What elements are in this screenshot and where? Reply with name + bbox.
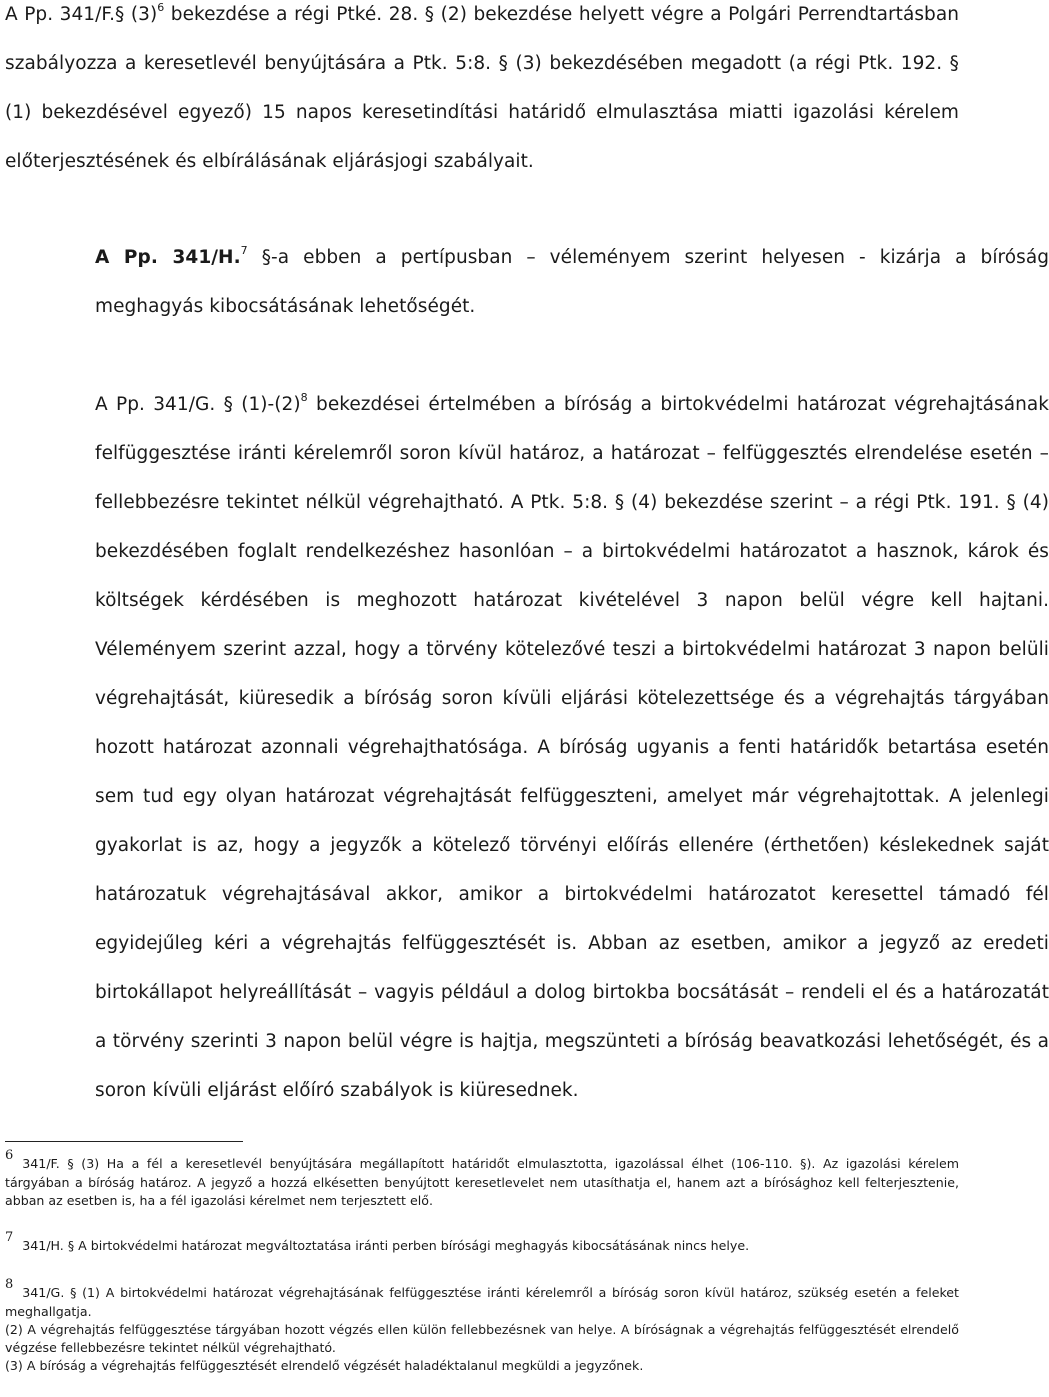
- footnote-paragraph-1: [5, 1277, 959, 1321]
- footnote-paragraph-3: (3) A bíróság a végrehajtás felfüggesztését elrendelő végzését haladéktalanul megküldi a jegyzőnek.: [5, 1358, 644, 1373]
- footnote-8: [5, 1277, 959, 1375]
- footnote-ref-6[interactable]: 6: [157, 0, 165, 14]
- paragraph-lead: A Pp. 341/G. § (1)-(2): [95, 394, 301, 415]
- footnote-text: 341/H. § A birtokvédelmi határozat megváltoztatása iránti perben bírósági meghagyás kibocsátásának nincs helye.: [22, 1238, 750, 1253]
- footnote-mark: 8: [5, 1277, 14, 1292]
- footnote-paragraph-2: (2) A végrehajtás felfüggesztése tárgyában hozott végzés ellen külön fellebbezésnek van helye. A bíróságnak a végrehajtás felfüggesztését elrendelő végzése fellebbezésre tekintet nélkül végrehajtható.: [5, 1322, 959, 1355]
- paragraph-text: bekezdése a régi Ptké. 28. § (2) bekezdése helyett végre a Polgári Perrendtartásban szabályozza a keresetlevél benyújtására a Ptk. 5:8. § (3) bekezdésében megadott (a régi Ptk. 192. § (1) bekezdésével egyező) 15 napos keresetindítási határidő elmulasztása miatti igazolási kérelem előterjesztésének és elbírálásának eljárásjogi szabályait.: [5, 4, 959, 172]
- paragraph-lead: A Pp. 341/F.§ (3): [5, 4, 158, 25]
- footnote-text: 341/G. § (1) A birtokvédelmi határozat végrehajtásának felfüggesztése iránti kérelemről a bíróság soron kívül határoz, szükség esetén a feleket meghallgatja.: [5, 1285, 959, 1319]
- footnote-mark: 6: [5, 1148, 14, 1163]
- footnote-ref-7[interactable]: 7: [240, 243, 248, 257]
- paragraph-pp-341g: [5, 380, 1049, 1115]
- paragraph-lead: A Pp. 341/H.: [95, 247, 241, 268]
- footnote-6: [5, 1148, 959, 1210]
- footnote-mark: 7: [5, 1230, 14, 1245]
- paragraph-text: §-a ebben a pertípusban – véleményem szerint helyesen - kizárja a bíróság meghagyás kibocsátásának lehetőségét.: [95, 247, 1049, 317]
- paragraph-text: bekezdései értelmében a bíróság a birtokvédelmi határozat végrehajtásának felfüggesztése iránti kérelemről soron kívül határoz, a határozat – felfüggesztés elrendelése esetén – fellebbezésre tekintet nélkül végrehajtható. A Ptk. 5:8. § (4) bekezdése szerint – a régi Ptk. 191. § (4) bekezdésében foglalt rendelkezéshez hasonlóan – a birtokvédelmi határozatot a hasznok, károk és költségek kérdésében is meghozott határozat kivételével 3 napon belül végre kell hajtani. Véleményem szerint azzal, hogy a törvény kötelezővé teszi a birtokvédelmi határozat 3 napon belüli végrehajtását, kiüresedik a bíróság soron kívüli eljárási kötelezettsége és a végrehajtás tárgyában hozott határozat azonnali végrehajthatósága. A bíróság ugyanis a fenti határidők betartása esetén sem tud egy olyan határozat végrehajtását felfüggeszteni, amelyet már végrehajtottak. A jelenlegi gyakorlat is az, hogy a jegyzők a kötelező törvényi előírás ellenére (érthetően) késlekednek saját határozatuk végrehajtásával akkor, amikor a birtokvédelmi határozatot keresettel támadó fél egyidejűleg kéri a végrehajtás felfüggesztését is. Abban az esetben, amikor a jegyző az eredeti birtokállapot helyreállítását – vagyis például a dolog birtokba bocsátását – rendeli el és a határozatát a törvény szerinti 3 napon belül végre is hajtja, megszünteti a bíróság beavatkozási lehetőségét, és a soron kívüli eljárást előíró szabályok is kiüresednek.: [95, 394, 1049, 1101]
- paragraph-pp-341f: [5, 0, 959, 186]
- paragraph-pp-341h: [5, 233, 1049, 331]
- footnote-ref-8[interactable]: 8: [300, 390, 308, 404]
- footnote-text: 341/F. § (3) Ha a fél a keresetlevél benyújtására megállapított határidőt elmulasztotta, igazolással élhet (106-110. §). Az igazolási kérelem tárgyában a bíróság határoz. A jegyző a hozzá elkésetten benyújtott keresetlevelet nem utasíthatja el, hanem azt a bírósághoz kell felterjesztenie, abban az esetben is, ha a fél igazolási kérelmet nem terjesztett elő.: [5, 1156, 959, 1208]
- footnote-separator: [5, 1141, 243, 1142]
- footnote-7: [5, 1230, 959, 1256]
